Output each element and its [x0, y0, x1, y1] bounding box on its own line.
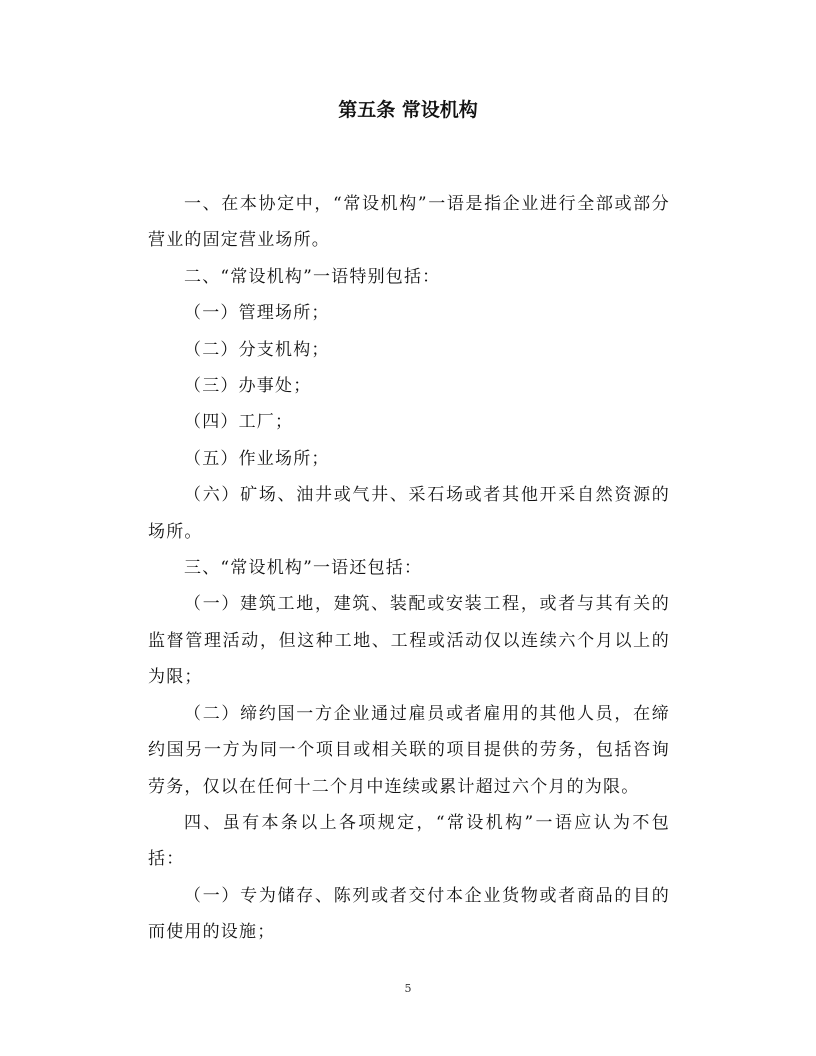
paragraph-item: （二）分支机构； [184, 339, 330, 360]
paragraph-clause-1: 一、在本协定中，“常设机构”一语是指企业进行全部或部分营业的固定营业场所。 [148, 194, 670, 251]
paragraph-item: （一）建筑工地，建筑、装配或安装工程，或者与其有关的监督管理活动，但这种工地、工程或活动仅以连续六个月以上的为限； [148, 594, 670, 688]
paragraph-item: （一）管理场所； [184, 303, 330, 324]
paragraph-item: （三）办事处； [184, 376, 312, 397]
page-number: 5 [404, 982, 412, 995]
paragraph-clause-2: 二、“常设机构”一语特别包括： [184, 266, 441, 287]
article-body [148, 186, 670, 951]
paragraph-item: （一）专为储存、陈列或者交付本企业货物或者商品的目的而使用的设施； [148, 885, 670, 943]
paragraph-item: （五）作业场所； [184, 448, 330, 469]
paragraph-clause-4: 四、虽有本条以上各项规定，“常设机构”一语应认为不包括： [148, 812, 670, 870]
paragraph-clause-3: 三、“常设机构”一语还包括： [184, 558, 423, 579]
article-title: 第五条 常设机构 [338, 99, 478, 121]
paragraph-item: （二）缔约国一方企业通过雇员或者雇用的其他人员，在缔约国另一方为同一个项目或相关联的项目提供的劳务，包括咨询劳务，仅以在任何十二个月中连续或累计超过六个月的为限。 [148, 703, 670, 797]
paragraph-item: （六）矿场、油井或气井、采石场或者其他开采自然资源的场所。 [148, 485, 670, 542]
paragraph-item: （四）工厂； [184, 412, 294, 433]
